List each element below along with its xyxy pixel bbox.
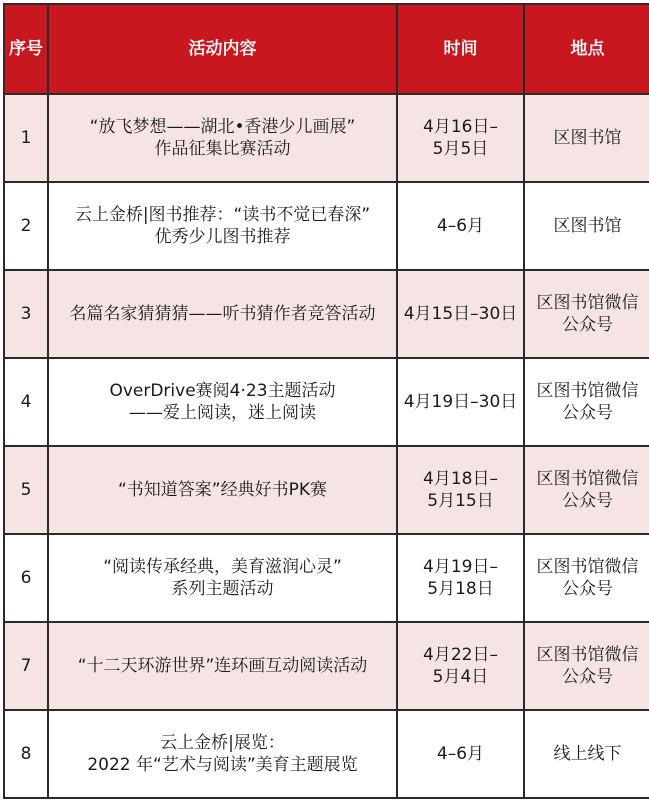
cell-time-line: 5月18日: [427, 579, 494, 599]
cell-time-line: 4月19日–30日: [403, 392, 518, 412]
cell-place-line: 区图书馆: [553, 216, 622, 236]
cell-time: [397, 182, 524, 270]
table-row: [4, 710, 649, 798]
cell-no: 8: [4, 710, 48, 798]
cell-time-line: 4–6月: [436, 216, 485, 236]
cell-place: [524, 358, 649, 446]
cell-time-line: 4月19日–: [423, 557, 498, 577]
cell-place: [524, 710, 649, 798]
cell-time-line: 5月5日: [432, 139, 489, 159]
cell-activity-line: 作品征集比赛活动: [154, 139, 291, 159]
table-body: [4, 94, 649, 798]
cell-place-line: 公众号: [562, 315, 613, 335]
header-no: 序号: [4, 4, 48, 94]
header-place: 地点: [524, 4, 649, 94]
cell-place: [524, 94, 649, 182]
cell-no: 6: [4, 534, 48, 622]
cell-activity-line: 2022 年“艺术与阅读”美育主题展览: [87, 755, 358, 775]
cell-time: [397, 534, 524, 622]
header-activity: 活动内容: [48, 4, 397, 94]
cell-time: [397, 94, 524, 182]
cell-no: 7: [4, 622, 48, 710]
cell-activity: [48, 622, 397, 710]
table-row: [4, 182, 649, 270]
cell-time: [397, 446, 524, 534]
cell-no: 2: [4, 182, 48, 270]
cell-activity-line: “放飞梦想——湖北•香港少儿画展”: [89, 117, 356, 137]
cell-time-line: 4–6月: [436, 744, 485, 764]
cell-place: [524, 534, 649, 622]
cell-place: [524, 270, 649, 358]
cell-activity: [48, 94, 397, 182]
cell-activity-line: ——爱上阅读，迷上阅读: [129, 403, 316, 423]
cell-activity-line: 云上金桥|图书推荐：“读书不觉已春深”: [74, 205, 371, 225]
cell-time-line: 5月4日: [432, 667, 489, 687]
table-row: [4, 358, 649, 446]
cell-place-line: 线上线下: [553, 744, 622, 764]
cell-activity-line: OverDrive赛阅4·23主题活动: [109, 381, 336, 401]
cell-activity: [48, 270, 397, 358]
header-time: 时间: [397, 4, 524, 94]
cell-activity: [48, 534, 397, 622]
cell-activity: [48, 710, 397, 798]
cell-no: 1: [4, 94, 48, 182]
cell-activity: [48, 182, 397, 270]
cell-place-line: 公众号: [562, 579, 613, 599]
table-header-row: [4, 4, 649, 94]
activity-schedule-table: [3, 3, 649, 799]
cell-activity-line: “书知道答案”经典好书PK赛: [117, 480, 327, 500]
cell-time-line: 4月18日–: [423, 469, 498, 489]
cell-time-line: 4月16日–: [423, 117, 498, 137]
table-row: [4, 94, 649, 182]
cell-time: [397, 622, 524, 710]
cell-place-line: 区图书馆微信: [536, 469, 639, 489]
cell-time: [397, 710, 524, 798]
cell-time-line: 4月22日–: [423, 645, 498, 665]
cell-activity-line: “阅读传承经典，美育滋润心灵”: [103, 557, 342, 577]
cell-activity-line: “十二天环游世界”连环画互动阅读活动: [77, 656, 368, 676]
table-row: [4, 622, 649, 710]
table-row: [4, 270, 649, 358]
cell-place-line: 公众号: [562, 491, 613, 511]
cell-place: [524, 622, 649, 710]
cell-place-line: 区图书馆微信: [536, 293, 639, 313]
cell-place-line: 公众号: [562, 667, 613, 687]
cell-no: 3: [4, 270, 48, 358]
cell-activity: [48, 358, 397, 446]
cell-activity-line: 系列主题活动: [171, 579, 274, 599]
cell-time: [397, 358, 524, 446]
cell-place: [524, 446, 649, 534]
cell-place-line: 公众号: [562, 403, 613, 423]
cell-activity-line: 优秀少儿图书推荐: [154, 227, 291, 247]
cell-place-line: 区图书馆微信: [536, 557, 639, 577]
cell-activity-line: 云上金桥|展览：: [160, 733, 285, 753]
table-row: [4, 534, 649, 622]
cell-activity: [48, 446, 397, 534]
activity-schedule-table-wrap: [3, 3, 646, 807]
cell-time-line: 4月15日–30日: [403, 304, 518, 324]
cell-place-line: 区图书馆: [553, 128, 622, 148]
cell-place-line: 区图书馆微信: [536, 381, 639, 401]
cell-time: [397, 270, 524, 358]
cell-no: 5: [4, 446, 48, 534]
cell-place: [524, 182, 649, 270]
cell-activity-line: 名篇名家猜猜猜——听书猜作者竞答活动: [69, 304, 376, 324]
cell-no: 4: [4, 358, 48, 446]
table-row: [4, 446, 649, 534]
cell-time-line: 5月15日: [427, 491, 494, 511]
cell-place-line: 区图书馆微信: [536, 645, 639, 665]
